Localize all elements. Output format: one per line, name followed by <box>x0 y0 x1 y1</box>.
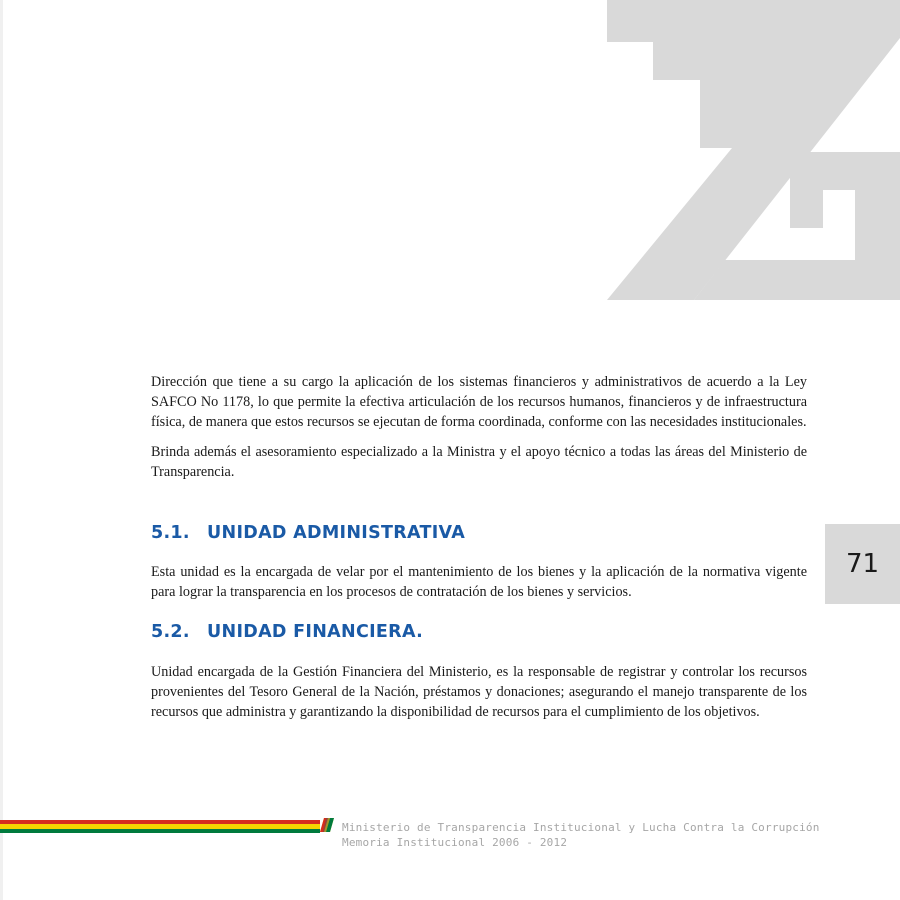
page-number-tab <box>825 524 900 604</box>
section-5-2-body <box>151 662 807 722</box>
flag-emblem-icon <box>320 818 334 832</box>
intro-paragraph-1: Dirección que tiene a su cargo la aplicación de los sistemas financieros y administrativos de acuerdo a la Ley SAFCO No 1178, lo que permite la efectiva articulación de los recursos humanos, financieros y de infraestructura física, de manera que estos recursos se ejecutan de forma coordinada, conforme con las necesidades institucionales. <box>151 374 807 430</box>
section-title: UNIDAD ADMINISTRATIVA <box>207 523 466 543</box>
intro-paragraph-2: Brinda además el asesoramiento especializado a la Ministra y el apoyo técnico a todas las áreas del Ministerio de Transparencia. <box>151 444 807 480</box>
intro-section <box>151 372 807 482</box>
section-5-1-body <box>151 562 807 602</box>
section-paragraph: Unidad encargada de la Gestión Financiera del Ministerio, es la responsable de registrar y controlar los recursos provenientes del Tesoro General de la Nación, préstamos y donaciones; asegurando el manejo transparente de los recursos que administra y garantizando la disponibilidad de recursos para el cumplimiento de los objetivos. <box>151 664 807 720</box>
flag-stripes <box>0 820 320 833</box>
footer <box>342 820 820 850</box>
section-number: 5.2. <box>151 622 190 642</box>
footer-ministry-name: Ministerio de Transparencia Institucional y Lucha Contra la Corrupción <box>342 821 820 834</box>
section-heading-5-1 <box>151 523 465 543</box>
section-number: 5.1. <box>151 523 190 543</box>
page-number: 71 <box>845 549 880 579</box>
section-heading-5-2 <box>151 622 423 642</box>
section-title: UNIDAD FINANCIERA. <box>207 622 424 642</box>
stripe-green <box>0 829 320 833</box>
footer-memoria: Memoria Institucional 2006 - 2012 <box>342 836 568 849</box>
section-paragraph: Esta unidad es la encargada de velar por el mantenimiento de los bienes y la aplicación de la normativa vigente para lograr la transparencia en los procesos de contratación de los bienes y servicios. <box>151 564 807 600</box>
